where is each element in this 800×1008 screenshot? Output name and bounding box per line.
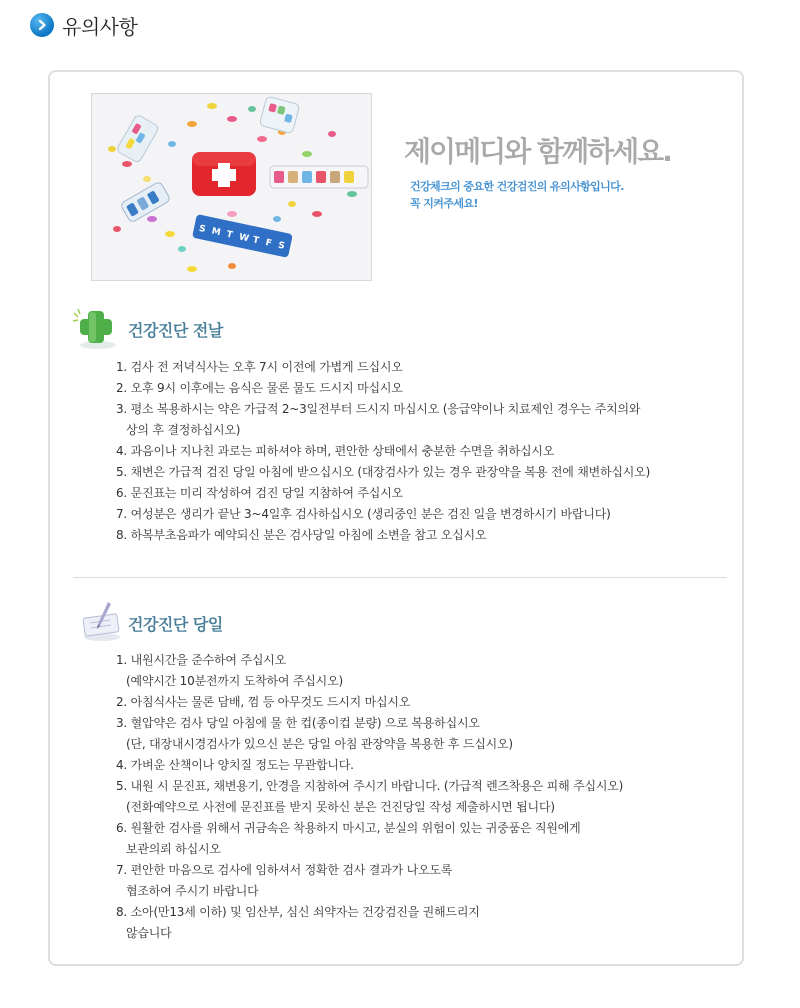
list-item-continuation: 상의 후 결정하십시오): [126, 423, 241, 437]
list-item: 8. 하복부초음파가 예약되신 분은 검사당일 아침에 소변을 참고 오십시오: [116, 528, 487, 542]
list-item: 5. 내원 시 문진표, 채변용기, 안경을 지참하여 주시기 바랍니다. (가급적 렌즈착용은 피해 주십시오): [116, 779, 624, 793]
list-item-continuation: 협조하여 주시기 바랍니다: [126, 884, 259, 898]
list-item-continuation: 보관의뢰 하십시오: [126, 842, 221, 856]
list-item: 3. 혈압약은 검사 당일 아침에 물 한 컵(종이컵 분량) 으로 복용하십시오: [116, 716, 480, 730]
list-item-continuation: (전화예약으로 사전에 문진표를 받지 못하신 분은 건진당일 작성 제출하시면 됩니다): [126, 800, 555, 814]
slogan-subtext: 건강체크의 중요한 건강검진의 유의사항입니다.: [410, 180, 624, 193]
pillbox-letter: T: [225, 229, 234, 241]
list-item-continuation: (단, 대장내시경검사가 있으신 분은 당일 아침 관장약을 복용한 후 드십시오): [126, 737, 513, 751]
page-header: [30, 10, 137, 40]
checklist-day: [116, 650, 623, 944]
pillbox-letter: S: [277, 240, 286, 252]
list-item: 2. 오후 9시 이후에는 음식은 물론 물도 드시지 마십시오: [116, 381, 403, 395]
section-title-before: 건강진단 전날: [128, 321, 223, 340]
list-item: 1. 검사 전 저녁식사는 오후 7시 이전에 가볍게 드십시오: [116, 360, 403, 374]
clipboard-pen-icon: [78, 598, 124, 646]
checklist-before: [116, 357, 650, 546]
pillbox-letter: W: [238, 232, 250, 245]
slogan: 제이메디와 함께하세요.: [404, 135, 671, 168]
list-item: 4. 과음이나 지나친 과로는 피하셔야 하며, 편안한 상태에서 충분한 수면을 취하십시오: [116, 444, 555, 458]
medical-cross-icon: [72, 305, 120, 355]
pills-illustration: [91, 93, 372, 281]
list-item: 3. 평소 복용하시는 약은 가급적 2~3일전부터 드시지 마십시오 (응급약이나 치료제인 경우는 주치의와: [116, 402, 641, 416]
slogan-subtext: 꼭 지켜주세요!: [410, 197, 478, 210]
section-title-day: 건강진단 당일: [128, 615, 223, 634]
list-item: 6. 원활한 검사를 위해서 귀금속은 착용하지 마시고, 분실의 위험이 있는 귀중품은 직원에게: [116, 821, 581, 835]
list-item: 7. 편안한 마음으로 검사에 임하셔서 정확한 검사 결과가 나오도록: [116, 863, 453, 877]
pillbox-letter: T: [251, 235, 260, 247]
section-divider: [73, 577, 727, 578]
chevron-right-icon: [30, 13, 54, 37]
list-item: 1. 내원시간을 준수하여 주십시오: [116, 653, 286, 667]
list-item: 5. 채변은 가급적 검진 당일 아침에 받으십시오 (대장검사가 있는 경우 관장약을 복용 전에 채변하십시오): [116, 465, 651, 479]
list-item: 7. 여성분은 생리가 끝난 3~4일후 검사하십시오 (생리중인 분은 검진 일을 변경하시기 바랍니다): [116, 507, 611, 521]
list-item-continuation: (예약시간 10분전까지 도착하여 주십시오): [126, 674, 343, 688]
pillbox-letter: F: [264, 237, 273, 250]
list-item: 2. 아침식사는 물론 담배, 껌 등 아무것도 드시지 마십시오: [116, 695, 411, 709]
pillbox-letter: S: [197, 223, 207, 235]
list-item-continuation: 않습니다: [126, 926, 172, 940]
pillbox-letter: M: [210, 226, 222, 239]
page-title: 유의사항: [62, 14, 138, 39]
list-item: 4. 가벼운 산책이나 양치질 정도는 무관합니다.: [116, 758, 354, 772]
list-item: 6. 문진표는 미리 작성하여 검진 당일 지참하여 주십시오: [116, 486, 403, 500]
list-item: 8. 소아(만13세 이하) 및 임산부, 심신 쇠약자는 건강검진을 권해드리지: [116, 905, 480, 919]
